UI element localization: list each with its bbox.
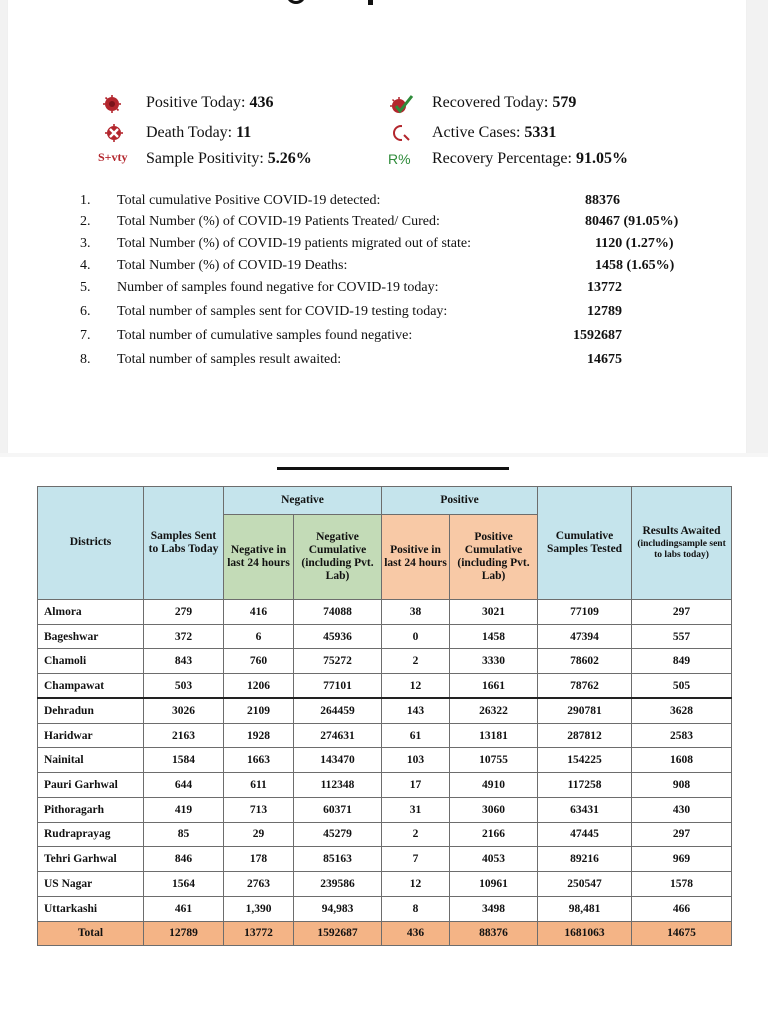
table-cell: 430 <box>632 797 732 822</box>
list-item <box>80 193 720 215</box>
active-cases-icon <box>390 123 412 143</box>
table-cell: 61 <box>382 723 450 748</box>
district-name: Almora <box>38 600 144 625</box>
list-item-number: 2. <box>80 214 91 229</box>
list-item-value: 14675 <box>587 352 622 367</box>
header-results-awaited-title: Results Awaited <box>642 525 721 538</box>
table-cell: 47394 <box>538 624 632 649</box>
cropped-heading-dot <box>368 0 373 5</box>
header-results-awaited-note: (includingsample sent to labs today) <box>637 538 726 560</box>
header-group-positive: Positive <box>382 487 538 515</box>
table-cell: 466 <box>632 896 732 921</box>
table-cell: 250547 <box>538 872 632 897</box>
recovered-check-icon <box>388 94 414 116</box>
table-cell: 31 <box>382 797 450 822</box>
panel-separator <box>0 453 768 457</box>
table-cell: 103 <box>382 748 450 773</box>
table-cell: 1584 <box>144 748 224 773</box>
table-cell: 297 <box>632 600 732 625</box>
table-cell: 239586 <box>294 872 382 897</box>
table-row <box>38 797 732 822</box>
table-cell: 279 <box>144 600 224 625</box>
table-cell: 12 <box>382 674 450 699</box>
recovery-percentage-icon: R% <box>388 151 411 167</box>
list-item <box>80 304 720 326</box>
section-divider <box>277 467 509 470</box>
table-row <box>38 624 732 649</box>
header-group-negative: Negative <box>224 487 382 515</box>
table-cell: 274631 <box>294 723 382 748</box>
district-name: Pithoragarh <box>38 797 144 822</box>
table-cell: 74088 <box>294 600 382 625</box>
table-cell: 10961 <box>450 872 538 897</box>
active-cases-value: 5331 <box>524 124 557 141</box>
district-name: Champawat <box>38 674 144 699</box>
table-row <box>38 896 732 921</box>
list-item-text: Total number of samples sent for COVID-19 testing today: <box>117 304 448 319</box>
table-cell: 2583 <box>632 723 732 748</box>
table-cell: 1661 <box>450 674 538 699</box>
district-table <box>37 486 732 946</box>
district-name: Dehradun <box>38 698 144 723</box>
list-item-number: 6. <box>80 304 91 319</box>
table-cell: 969 <box>632 847 732 872</box>
total-cell: 14675 <box>632 921 732 945</box>
list-item-text: Total number of samples result awaited: <box>117 352 342 367</box>
table-cell: 4053 <box>450 847 538 872</box>
table-cell: 47445 <box>538 822 632 847</box>
table-cell: 98,481 <box>538 896 632 921</box>
table-cell: 760 <box>224 649 294 674</box>
header-negative-cumulative-note: (including Pvt. Lab) <box>301 557 374 583</box>
district-name: Chamoli <box>38 649 144 674</box>
table-cell: 287812 <box>538 723 632 748</box>
table-row <box>38 674 732 699</box>
table-cell: 154225 <box>538 748 632 773</box>
table-cell: 2763 <box>224 872 294 897</box>
list-item-text: Total Number (%) of COVID-19 Patients Treated/ Cured: <box>117 214 440 229</box>
table-cell: 372 <box>144 624 224 649</box>
district-name: Tehri Garhwal <box>38 847 144 872</box>
list-item <box>80 236 720 258</box>
active-cases-label: Active Cases: <box>432 124 521 141</box>
table-row <box>38 773 732 798</box>
table-cell: 0 <box>382 624 450 649</box>
header-negative-cumulative-title: Negative Cumulative <box>308 530 367 556</box>
table-cell: 6 <box>224 624 294 649</box>
table-row <box>38 600 732 625</box>
header-positive-24h: Positive in last 24 hours <box>382 515 450 600</box>
district-name: Haridwar <box>38 723 144 748</box>
list-item-number: 7. <box>80 328 91 343</box>
table-row <box>38 847 732 872</box>
header-negative-cumulative <box>294 515 382 600</box>
death-today-value: 11 <box>236 124 252 141</box>
recovered-today-stat <box>432 94 576 112</box>
table-cell: 38 <box>382 600 450 625</box>
table-cell: 644 <box>144 773 224 798</box>
table-cell: 713 <box>224 797 294 822</box>
table-cell: 3026 <box>144 698 224 723</box>
table-cell: 1206 <box>224 674 294 699</box>
table-cell: 45279 <box>294 822 382 847</box>
table-cell: 89216 <box>538 847 632 872</box>
table-cell: 908 <box>632 773 732 798</box>
table-cell: 849 <box>632 649 732 674</box>
header-cumulative-tested: Cumulative Samples Tested <box>538 487 632 600</box>
district-name: Rudraprayag <box>38 822 144 847</box>
total-cell: 13772 <box>224 921 294 945</box>
district-name: Uttarkashi <box>38 896 144 921</box>
sample-positivity-value: 5.26% <box>267 150 312 167</box>
header-positive-cumulative-note: (including Pvt. Lab) <box>457 557 530 583</box>
total-cell: 12789 <box>144 921 224 945</box>
table-cell: 75272 <box>294 649 382 674</box>
table-cell: 505 <box>632 674 732 699</box>
list-item-text: Total Number (%) of COVID-19 Deaths: <box>117 258 348 273</box>
table-cell: 78762 <box>538 674 632 699</box>
table-cell: 45936 <box>294 624 382 649</box>
table-cell: 290781 <box>538 698 632 723</box>
table-cell: 143 <box>382 698 450 723</box>
table-cell: 94,983 <box>294 896 382 921</box>
total-cell: 88376 <box>450 921 538 945</box>
list-item-number: 8. <box>80 352 91 367</box>
header-districts: Districts <box>38 487 144 600</box>
list-item-number: 5. <box>80 280 91 295</box>
list-item <box>80 328 720 350</box>
recovery-percentage-value: 91.05% <box>575 150 628 167</box>
list-item-value: 80467 (91.05%) <box>585 214 679 229</box>
list-item-value: 1458 (1.65%) <box>595 258 675 273</box>
table-cell: 461 <box>144 896 224 921</box>
header-samples-sent: Samples Sent to Labs Today <box>144 487 224 600</box>
list-item-value: 88376 <box>585 193 620 208</box>
table-cell: 3021 <box>450 600 538 625</box>
table-row <box>38 698 732 723</box>
header-results-awaited <box>632 487 732 600</box>
list-item-number: 4. <box>80 258 91 273</box>
district-name: Bageshwar <box>38 624 144 649</box>
total-cell: 1681063 <box>538 921 632 945</box>
table-cell: 1578 <box>632 872 732 897</box>
positive-today-value: 436 <box>249 94 274 111</box>
recovered-today-value: 579 <box>552 94 577 111</box>
table-cell: 17 <box>382 773 450 798</box>
table-cell: 611 <box>224 773 294 798</box>
table-cell: 2109 <box>224 698 294 723</box>
header-negative-24h: Negative in last 24 hours <box>224 515 294 600</box>
table-cell: 846 <box>144 847 224 872</box>
table-cell: 26322 <box>450 698 538 723</box>
table-cell: 2 <box>382 822 450 847</box>
table-cell: 1,390 <box>224 896 294 921</box>
table-row <box>38 748 732 773</box>
positive-today-stat <box>146 94 273 112</box>
list-item-value: 12789 <box>587 304 622 319</box>
table-cell: 3060 <box>450 797 538 822</box>
list-item-number: 1. <box>80 193 91 208</box>
death-today-stat <box>146 124 251 142</box>
table-cell: 1564 <box>144 872 224 897</box>
table-cell: 77101 <box>294 674 382 699</box>
list-item-number: 3. <box>80 236 91 251</box>
table-cell: 117258 <box>538 773 632 798</box>
sample-positivity-label: Sample Positivity: <box>146 150 264 167</box>
table-cell: 60371 <box>294 797 382 822</box>
sample-positivity-icon: S+vty <box>98 150 128 164</box>
list-item-text: Total Number (%) of COVID-19 patients migrated out of state: <box>117 236 471 251</box>
table-cell: 85 <box>144 822 224 847</box>
table-cell: 2166 <box>450 822 538 847</box>
table-cell: 1458 <box>450 624 538 649</box>
table-row <box>38 872 732 897</box>
table-cell: 13181 <box>450 723 538 748</box>
header-positive-cumulative-title: Positive Cumulative <box>464 530 523 556</box>
active-cases-stat <box>432 124 556 142</box>
table-cell: 8 <box>382 896 450 921</box>
table-cell: 1928 <box>224 723 294 748</box>
district-name: Pauri Garhwal <box>38 773 144 798</box>
total-cell: 436 <box>382 921 450 945</box>
table-cell: 29 <box>224 822 294 847</box>
list-item-text: Number of samples found negative for COVID-19 today: <box>117 280 439 295</box>
table-cell: 178 <box>224 847 294 872</box>
list-item-text: Total number of cumulative samples found negative: <box>117 328 413 343</box>
left-margin <box>0 0 8 453</box>
positive-today-label: Positive Today: <box>146 94 246 111</box>
table-cell: 63431 <box>538 797 632 822</box>
recovery-percentage-stat <box>432 150 628 168</box>
district-name: Nainital <box>38 748 144 773</box>
table-cell: 112348 <box>294 773 382 798</box>
table-cell: 78602 <box>538 649 632 674</box>
table-cell: 3498 <box>450 896 538 921</box>
table-cell: 85163 <box>294 847 382 872</box>
table-cell: 4910 <box>450 773 538 798</box>
table-row <box>38 822 732 847</box>
list-item <box>80 280 720 302</box>
table-cell: 143470 <box>294 748 382 773</box>
table-cell: 264459 <box>294 698 382 723</box>
table-cell: 77109 <box>538 600 632 625</box>
list-item-text: Total cumulative Positive COVID-19 detected: <box>117 193 381 208</box>
death-today-label: Death Today: <box>146 124 233 141</box>
list-item-value: 13772 <box>587 280 622 295</box>
table-cell: 843 <box>144 649 224 674</box>
recovery-percentage-label: Recovery Percentage: <box>432 150 572 167</box>
list-item <box>80 352 720 374</box>
recovered-today-label: Recovered Today: <box>432 94 549 111</box>
right-margin <box>746 0 768 453</box>
list-item <box>80 214 720 236</box>
table-cell: 3628 <box>632 698 732 723</box>
table-cell: 2163 <box>144 723 224 748</box>
virus-icon <box>100 94 122 114</box>
table-cell: 3330 <box>450 649 538 674</box>
list-item <box>80 258 720 280</box>
header-positive-cumulative <box>450 515 538 600</box>
table-row <box>38 649 732 674</box>
table-cell: 503 <box>144 674 224 699</box>
table-cell: 297 <box>632 822 732 847</box>
table-cell: 1608 <box>632 748 732 773</box>
total-cell: 1592687 <box>294 921 382 945</box>
table-cell: 10755 <box>450 748 538 773</box>
virus-cross-icon <box>100 122 126 144</box>
table-cell: 416 <box>224 600 294 625</box>
list-item-value: 1120 (1.27%) <box>595 236 674 251</box>
sample-positivity-stat <box>146 150 312 168</box>
table-row <box>38 723 732 748</box>
table-cell: 557 <box>632 624 732 649</box>
district-name: US Nagar <box>38 872 144 897</box>
table-cell: 12 <box>382 872 450 897</box>
table-cell: 7 <box>382 847 450 872</box>
table-cell: 1663 <box>224 748 294 773</box>
table-cell: 419 <box>144 797 224 822</box>
total-label: Total <box>38 921 144 945</box>
list-item-value: 1592687 <box>573 328 622 343</box>
table-cell: 2 <box>382 649 450 674</box>
total-row <box>38 921 732 945</box>
